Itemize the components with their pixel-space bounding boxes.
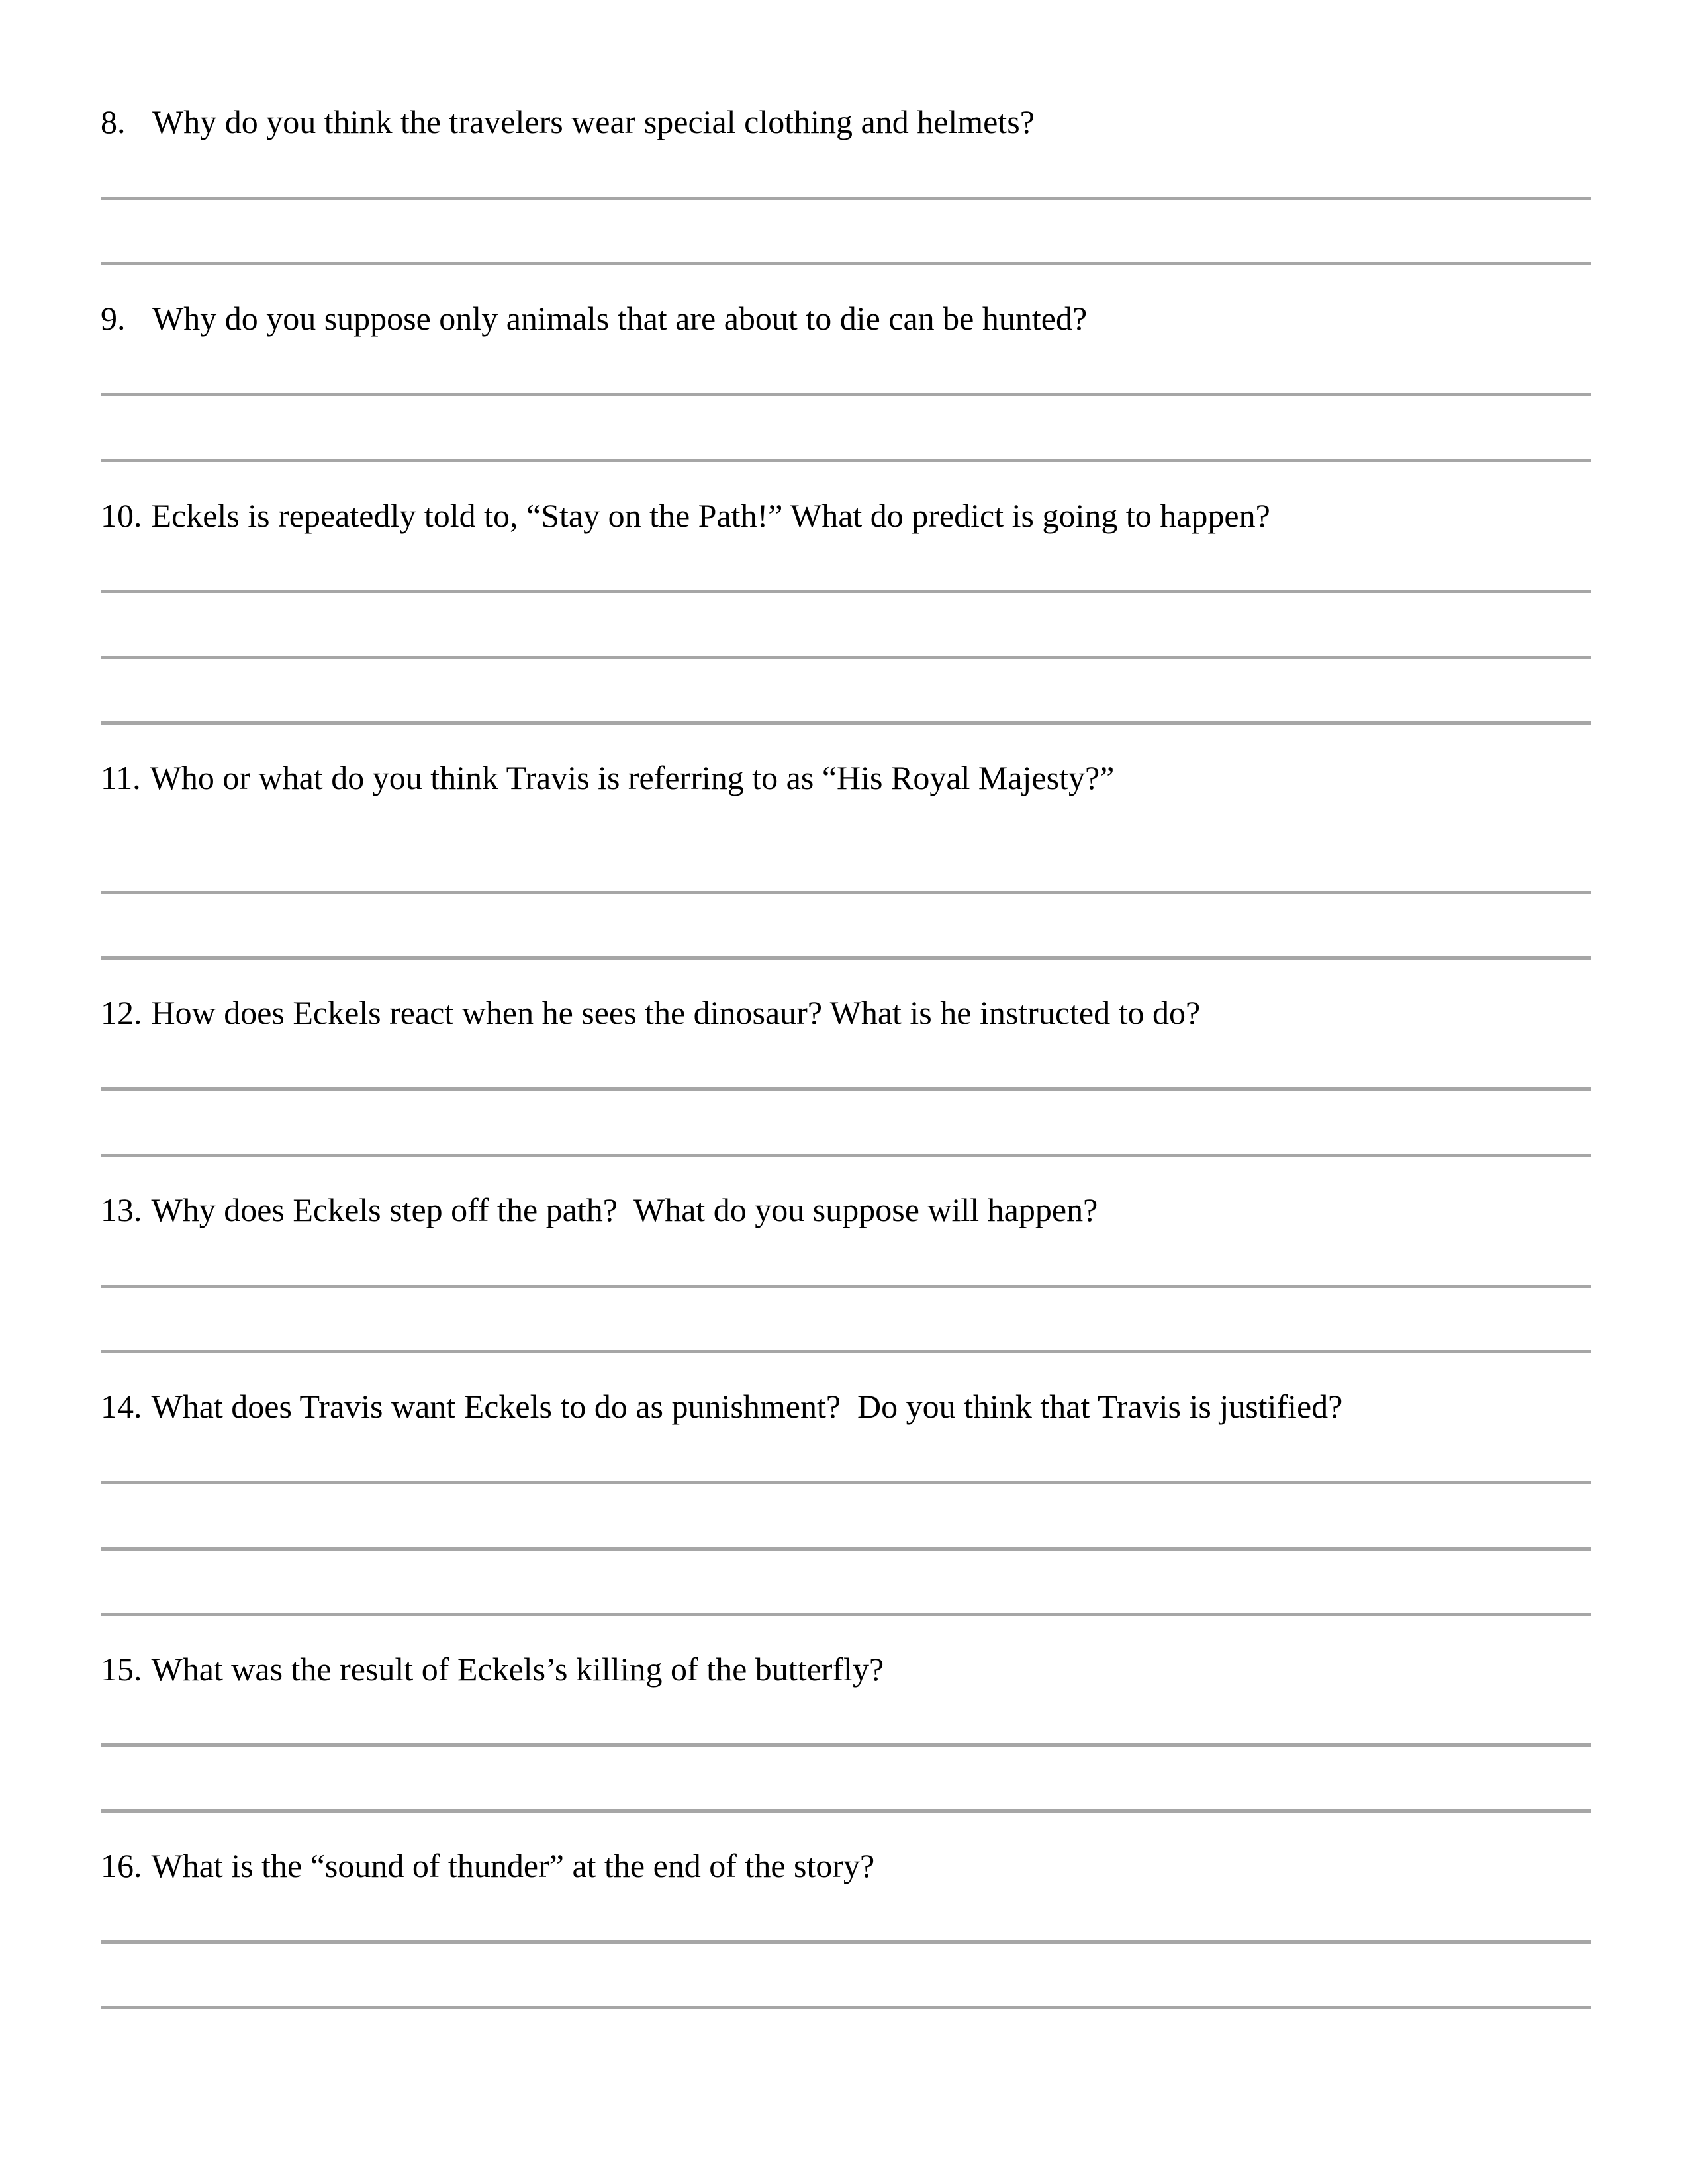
- answer-line[interactable]: [101, 1087, 1591, 1091]
- answer-line[interactable]: [101, 891, 1591, 894]
- question-text: What was the result of Eckels’s killing of the butterfly?: [151, 1651, 884, 1688]
- question-number: 15.: [101, 1651, 142, 1688]
- answer-line[interactable]: [101, 1743, 1591, 1747]
- answer-line[interactable]: [101, 721, 1591, 725]
- question-text: Why does Eckels step off the path? What do you suppose will happen?: [151, 1191, 1098, 1228]
- answer-line[interactable]: [101, 197, 1591, 200]
- question-10: [101, 496, 1270, 535]
- question-number: 10.: [101, 497, 142, 534]
- answer-line[interactable]: [101, 1940, 1591, 1944]
- answer-line[interactable]: [101, 1154, 1591, 1157]
- question-text: Eckels is repeatedly told to, “Stay on the Path!” What do predict is going to happen?: [151, 497, 1270, 534]
- question-14: [101, 1387, 1342, 1426]
- answer-line[interactable]: [101, 1285, 1591, 1288]
- question-number: 8.: [101, 103, 126, 140]
- question-text: What is the “sound of thunder” at the end of the story?: [151, 1847, 875, 1884]
- answer-line[interactable]: [101, 656, 1591, 659]
- question-15: [101, 1649, 884, 1689]
- answer-line[interactable]: [101, 262, 1591, 265]
- answer-line[interactable]: [101, 1481, 1591, 1484]
- question-text: Why do you think the travelers wear special clothing and helmets?: [152, 103, 1035, 140]
- answer-line[interactable]: [101, 2006, 1591, 2009]
- question-number: 16.: [101, 1847, 142, 1884]
- answer-line[interactable]: [101, 1547, 1591, 1551]
- question-text: Who or what do you think Travis is referring to as “His Royal Majesty?”: [150, 759, 1115, 796]
- question-16: [101, 1846, 874, 1886]
- question-number: 14.: [101, 1388, 142, 1425]
- answer-line[interactable]: [101, 1350, 1591, 1353]
- question-9: [101, 298, 1087, 338]
- question-12: [101, 993, 1200, 1032]
- question-number: 13.: [101, 1191, 142, 1228]
- question-8: [101, 102, 1035, 142]
- answer-line[interactable]: [101, 1809, 1591, 1813]
- answer-line[interactable]: [101, 459, 1591, 462]
- answer-line[interactable]: [101, 956, 1591, 960]
- answer-line[interactable]: [101, 393, 1591, 396]
- question-13: [101, 1190, 1098, 1230]
- question-text: What does Travis want Eckels to do as punishment? Do you think that Travis is justified?: [151, 1388, 1343, 1425]
- answer-line[interactable]: [101, 1613, 1591, 1616]
- question-number: 11.: [101, 759, 141, 796]
- question-text: How does Eckels react when he sees the dinosaur? What is he instructed to do?: [151, 994, 1201, 1031]
- question-number: 9.: [101, 300, 126, 337]
- answer-line[interactable]: [101, 590, 1591, 593]
- question-11: [101, 758, 1114, 797]
- question-number: 12.: [101, 994, 142, 1031]
- question-text: Why do you suppose only animals that are about to die can be hunted?: [152, 300, 1088, 337]
